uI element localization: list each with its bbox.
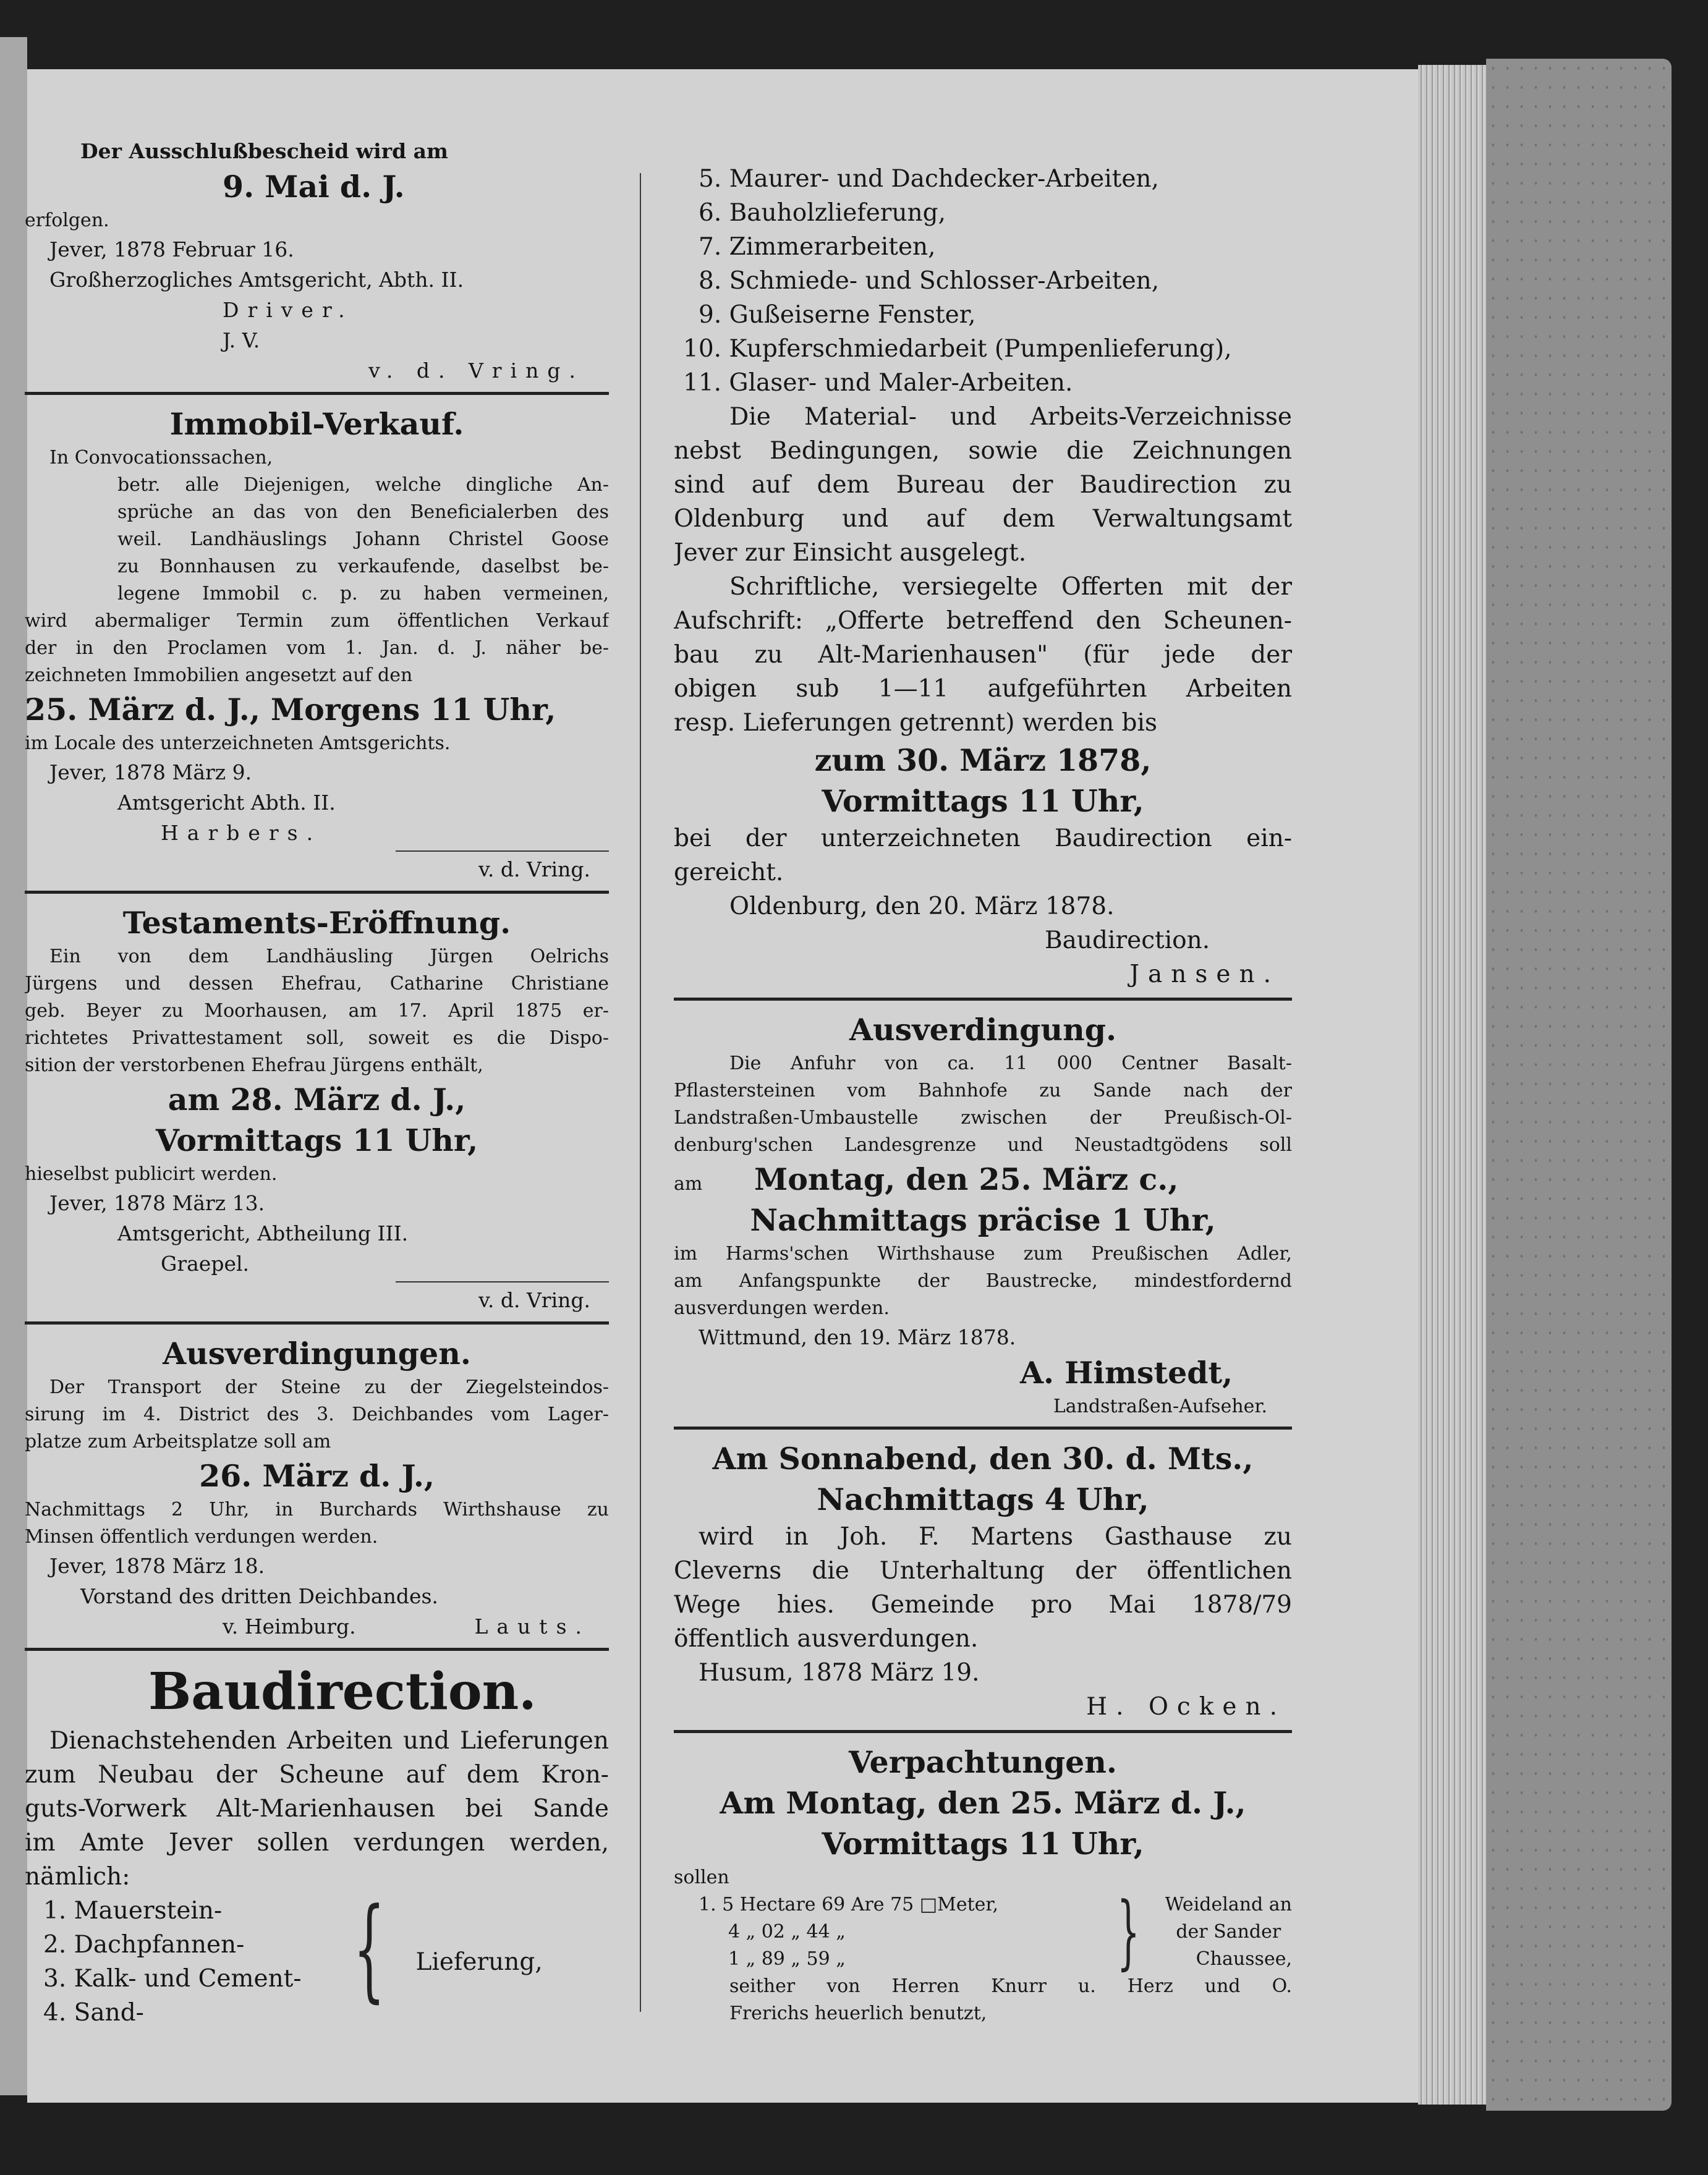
previous-page-edge <box>0 37 27 2095</box>
text-line: Vorstand des dritten Deichbandes. <box>80 1584 438 1608</box>
date-line: 9. Mai d. J. <box>223 169 405 205</box>
date-line: Vormittags 11 Uhr, <box>822 783 1144 819</box>
text-line: zum Neubau der Scheune auf dem Kron- <box>25 1761 609 1789</box>
text-line: geb. Beyer zu Moorhausen, am 17. April 1875 er- <box>25 1000 609 1022</box>
text-line: sirung im 4. District des 3. Deichbandes vom Lager- <box>25 1404 609 1425</box>
date-line: Nachmittags 4 Uhr, <box>817 1482 1149 1517</box>
signature: A. Himstedt, <box>1020 1355 1233 1391</box>
text-line: am <box>674 1173 703 1195</box>
text-line: Amtsgericht Abth. II. <box>117 791 336 815</box>
signature: Jansen. <box>1129 960 1280 988</box>
notice-title: Testaments-Eröffnung. <box>122 905 511 941</box>
text-line: richtetes Privattestament soll, soweit es die Dispo- <box>25 1027 609 1049</box>
parcel-row: 1. 5 Hectare 69 Are 75 □Meter, <box>699 1894 998 1915</box>
date-line: Am Montag, den 25. März d. J., <box>720 1785 1246 1821</box>
text-line: im Amte Jever sollen verdungen werden, <box>25 1829 609 1857</box>
parcel-row: 4 „ 02 „ 44 „ <box>728 1921 846 1943</box>
text-line: zu Bonnhausen zu verkaufende, daselbst be- <box>117 556 609 577</box>
parcel-list <box>674 1885 1292 1978</box>
text-line: guts-Vorwerk Alt-Marienhausen bei Sande <box>25 1795 609 1823</box>
text-line: Baudirection. <box>1045 926 1210 954</box>
text-line: Frerichs heuerlich benutzt, <box>729 2003 987 2024</box>
text-line: nebst Bedingungen, sowie die Zeichnungen <box>674 437 1292 465</box>
notice-verpachtungen <box>674 1742 1292 2027</box>
list-label: Lieferung, <box>415 1948 543 1976</box>
text-line: zeichneten Immobilien angesetzt auf den <box>25 664 413 686</box>
text-line: Wittmund, den 19. März 1878. <box>699 1325 1016 1349</box>
text-line: im Harms'schen Wirthshause zum Preußischen Adler, <box>674 1243 1292 1265</box>
text-line: Minsen öffentlich verdungen werden. <box>25 1526 378 1548</box>
section-divider <box>25 891 609 894</box>
notice-title: Ausverdingung. <box>849 1012 1117 1048</box>
parcel-label: Weideland an <box>1165 1894 1292 1915</box>
signature-rule <box>396 1281 609 1283</box>
text-line: Nachmittags 2 Uhr, in Burchards Wirthshause zu <box>25 1499 609 1520</box>
text-line: Großherzogliches Amtsgericht, Abth. II. <box>49 268 464 292</box>
list-item: 7. Zimmerarbeiten, <box>699 233 936 261</box>
text-line: Jever, 1878 Februar 16. <box>49 237 294 261</box>
signature-title: Landstraßen-Aufseher. <box>1053 1396 1267 1417</box>
notice-ausverdingung <box>674 1009 1292 1420</box>
text-line: Der Transport der Steine zu der Ziegelsteindos- <box>49 1376 609 1398</box>
date-line: Montag, den 25. März c., <box>754 1161 1179 1197</box>
list-item: 9. Gußeiserne Fenster, <box>699 301 976 329</box>
notice-title: Immobil-Verkauf. <box>169 406 464 442</box>
list-item: 2. Dachpfannen- <box>43 1931 245 1959</box>
column-separator <box>640 173 641 2012</box>
notice-title: Baudirection. <box>148 1662 537 1721</box>
text-line: Der Ausschlußbescheid wird am <box>80 139 448 163</box>
text-line: öffentlich ausverdungen. <box>674 1625 979 1653</box>
list-item: 1. Mauerstein- <box>43 1897 223 1925</box>
list-item: 11. Glaser- und Maler-Arbeiten. <box>683 369 1073 397</box>
text-line: Jever, 1878 März 9. <box>49 760 252 784</box>
signature: Driver. <box>223 298 354 322</box>
text-line: J. V. <box>223 328 260 352</box>
text-line: legene Immobil c. p. zu haben vermeinen, <box>117 583 609 604</box>
text-line: seither von Herren Knurr u. Herz und O. <box>729 1975 1292 1997</box>
parcel-label: der Sander <box>1176 1921 1281 1943</box>
section-divider <box>25 1321 609 1325</box>
text-line: Dienachstehenden Arbeiten und Lieferungen <box>49 1727 609 1755</box>
text-line: sprüche an das von den Beneficialerben des <box>117 501 609 523</box>
signature: v. d. Vring. <box>478 857 590 881</box>
text-line: Jever, 1878 März 18. <box>49 1554 265 1578</box>
notice-baudirection-continued <box>674 162 1292 991</box>
date-line: Vormittags 11 Uhr, <box>155 1122 478 1158</box>
text-line: Jever, 1878 März 13. <box>49 1191 265 1215</box>
text-line: erfolgen. <box>25 210 109 231</box>
text-line: der in den Proclamen vom 1. Jan. d. J. näher be- <box>25 637 609 659</box>
book-cover <box>1486 59 1672 2111</box>
text-line: betr. alle Diejenigen, welche dingliche An- <box>117 474 609 496</box>
signature: H. Ocken. <box>1086 1693 1286 1721</box>
list-item: 5. Maurer- und Dachdecker-Arbeiten, <box>699 165 1159 193</box>
right-column <box>674 162 1292 2027</box>
text-line: obigen sub 1—11 aufgeführten Arbeiten <box>674 675 1292 703</box>
text-line: weil. Landhäuslings Johann Christel Goose <box>117 528 609 550</box>
date-line: Vormittags 11 Uhr, <box>822 1826 1144 1862</box>
signature-rule <box>396 850 609 852</box>
notice-title: Ausverdingungen. <box>163 1336 471 1372</box>
text-line: sition der verstorbenen Ehefrau Jürgens enthält, <box>25 1054 483 1076</box>
text-line: resp. Lieferungen getrennt) werden bis <box>674 709 1157 737</box>
text-line: Pflastersteinen vom Bahnhofe zu Sande nach der <box>674 1080 1292 1101</box>
text-line: Ein von dem Landhäusling Jürgen Oelrichs <box>49 946 609 967</box>
text-line: bau zu Alt-Marienhausen" (für jede der <box>674 641 1292 669</box>
notice-immobil-verkauf <box>25 404 609 884</box>
text-line: In Convocationssachen, <box>49 447 273 468</box>
text-line: Jever zur Einsicht ausgelegt. <box>674 539 1027 567</box>
parcel-row: 1 „ 89 „ 59 „ <box>728 1948 846 1970</box>
text-line: Wege hies. Gemeinde pro Mai 1878/79 <box>674 1591 1292 1619</box>
date-line: am 28. März d. J., <box>168 1082 466 1117</box>
parcel-label: Chaussee, <box>1196 1948 1292 1970</box>
text-line: Die Material- und Arbeits-Verzeichnisse <box>729 403 1292 431</box>
notice-ausschluss <box>25 136 609 386</box>
date-line: Am Sonnabend, den 30. d. Mts., <box>712 1441 1254 1477</box>
text-line: Schriftliche, versiegelte Offerten mit der <box>729 573 1292 601</box>
list-item: 10. Kupferschmiedarbeit (Pumpenlieferung), <box>683 335 1232 363</box>
text-line: gereicht. <box>674 859 784 886</box>
notice-ausverdingungen <box>25 1333 609 1642</box>
text-line: bei der unterzeichneten Baudirection ein- <box>674 825 1292 852</box>
curly-brace: } <box>1116 1885 1140 1978</box>
section-divider <box>674 1427 1292 1430</box>
text-line: sollen <box>674 1867 729 1888</box>
text-line: Landstraßen-Umbaustelle zwischen der Preußisch-Ol- <box>674 1107 1292 1129</box>
notice-sonnabend <box>674 1438 1292 1724</box>
text-line: Amtsgericht, Abtheilung III. <box>117 1221 409 1245</box>
list-item: 4. Sand- <box>43 1999 144 2027</box>
text-line: wird abermaliger Termin zum öffentlichen Verkauf <box>25 610 609 632</box>
text-line: ausverdungen werden. <box>674 1297 890 1319</box>
date-line: zum 30. März 1878, <box>814 742 1152 778</box>
curly-brace: { <box>353 1885 386 2014</box>
date-line: Nachmittags präcise 1 Uhr, <box>750 1202 1216 1238</box>
notice-title: Verpachtungen. <box>849 1744 1117 1780</box>
text-line: Die Anfuhr von ca. 11 000 Centner Basalt- <box>729 1053 1292 1074</box>
notice-baudirection <box>25 1660 609 2030</box>
section-divider <box>674 1730 1292 1733</box>
signature: Graepel. <box>161 1252 250 1276</box>
signature-row <box>25 1611 609 1642</box>
text-line: denburg'schen Landesgrenze und Neustadtgödens soll <box>674 1134 1292 1156</box>
signature: v. d. Vring. <box>478 1288 590 1312</box>
text-line: platze zum Arbeitsplatze soll am <box>25 1431 331 1452</box>
text-line: hieselbst publicirt werden. <box>25 1163 278 1185</box>
section-divider <box>25 392 609 395</box>
items-list <box>25 1885 609 2030</box>
section-divider <box>25 1648 609 1651</box>
text-line: sind auf dem Bureau der Baudirection zu <box>674 471 1292 499</box>
date-line: 25. März d. J., Morgens 11 Uhr, <box>25 692 556 727</box>
notice-testaments-eroeffnung <box>25 902 609 1315</box>
text-line: Husum, 1878 März 19. <box>699 1659 980 1687</box>
text-line: wird in Joh. F. Martens Gasthause zu <box>699 1523 1292 1551</box>
text-line: Jürgens und dessen Ehefrau, Catharine Christiane <box>25 973 609 994</box>
text-line: Aufschrift: „Offerte betreffend den Scheunen- <box>674 607 1292 635</box>
page-stack-edge <box>1418 65 1486 2105</box>
list-item: 8. Schmiede- und Schlosser-Arbeiten, <box>699 267 1160 295</box>
text-line: im Locale des unterzeichneten Amtsgerichts. <box>25 732 451 754</box>
text-line: am Anfangspunkte der Baustrecke, mindestfordernd <box>674 1270 1292 1292</box>
text-line: nämlich: <box>25 1863 130 1891</box>
text-line: Oldenburg und auf dem Verwaltungsamt <box>674 505 1292 533</box>
signature: Lauts. <box>474 1614 590 1639</box>
text-line: Oldenburg, den 20. März 1878. <box>729 892 1115 920</box>
list-item: 3. Kalk- und Cement- <box>43 1965 302 1993</box>
text-line: Cleverns die Unterhaltung der öffentlichen <box>674 1557 1292 1585</box>
signature: v. d. Vring. <box>368 358 584 383</box>
date-line: 26. März d. J., <box>199 1458 435 1494</box>
section-divider <box>674 998 1292 1001</box>
left-column <box>25 136 609 2030</box>
date-row <box>674 1159 1292 1200</box>
list-item: 6. Bauholzlieferung, <box>699 199 946 227</box>
signature: Harbers. <box>161 821 322 845</box>
signature: v. Heimburg. <box>223 1614 356 1639</box>
